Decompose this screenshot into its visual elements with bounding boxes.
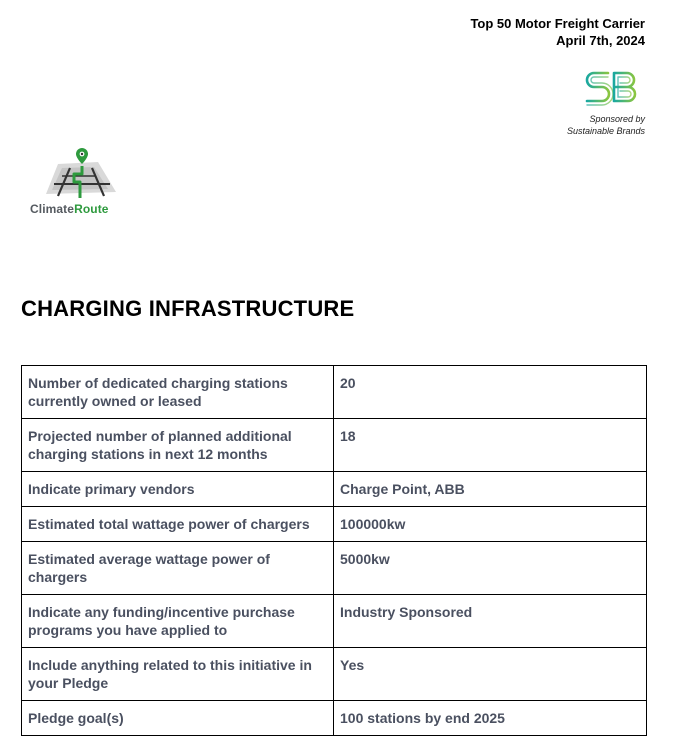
table-row: [22, 701, 647, 736]
row-value: 100 stations by end 2025: [334, 701, 647, 736]
row-value: Charge Point, ABB: [334, 472, 647, 507]
table-row: [22, 472, 647, 507]
report-subtitle: Top 50 Motor Freight Carrier: [470, 16, 645, 31]
row-label: Indicate primary vendors: [22, 472, 334, 507]
brand-name: [30, 202, 109, 216]
table-row: [22, 648, 647, 701]
brand-name-part1: Climate: [30, 202, 75, 216]
sponsor-name: Sustainable Brands: [566, 126, 645, 136]
row-label: Estimated total wattage power of chargers: [22, 507, 334, 542]
report-date: April 7th, 2024: [556, 33, 645, 48]
route-map-icon: [36, 146, 120, 204]
climateroute-logo: [30, 146, 126, 218]
charging-infrastructure-table: [21, 365, 647, 736]
row-value: Yes: [334, 648, 647, 701]
row-value: Industry Sponsored: [334, 595, 647, 648]
table-row: [22, 366, 647, 419]
table-row: [22, 419, 647, 472]
sponsor-note: [567, 113, 645, 137]
row-label: Include anything related to this initiative in your Pledge: [22, 648, 334, 701]
row-value: 100000kw: [334, 507, 647, 542]
row-value: 20: [334, 366, 647, 419]
table-row: [22, 507, 647, 542]
report-header: [470, 15, 645, 49]
row-label: Projected number of planned additional charging stations in next 12 months: [22, 419, 334, 472]
row-label: Estimated average wattage power of chargers: [22, 542, 334, 595]
page-title: CHARGING INFRASTRUCTURE: [21, 296, 355, 321]
sustainable-brands-logo: [584, 68, 640, 106]
row-value: 5000kw: [334, 542, 647, 595]
row-value: 18: [334, 419, 647, 472]
row-label: Indicate any funding/incentive purchase programs you have applied to: [22, 595, 334, 648]
row-label: Number of dedicated charging stations currently owned or leased: [22, 366, 334, 419]
row-label: Pledge goal(s): [22, 701, 334, 736]
brand-name-part2: Route: [74, 202, 109, 216]
table-row: [22, 542, 647, 595]
sponsor-line: Sponsored by: [589, 114, 645, 124]
table-row: [22, 595, 647, 648]
